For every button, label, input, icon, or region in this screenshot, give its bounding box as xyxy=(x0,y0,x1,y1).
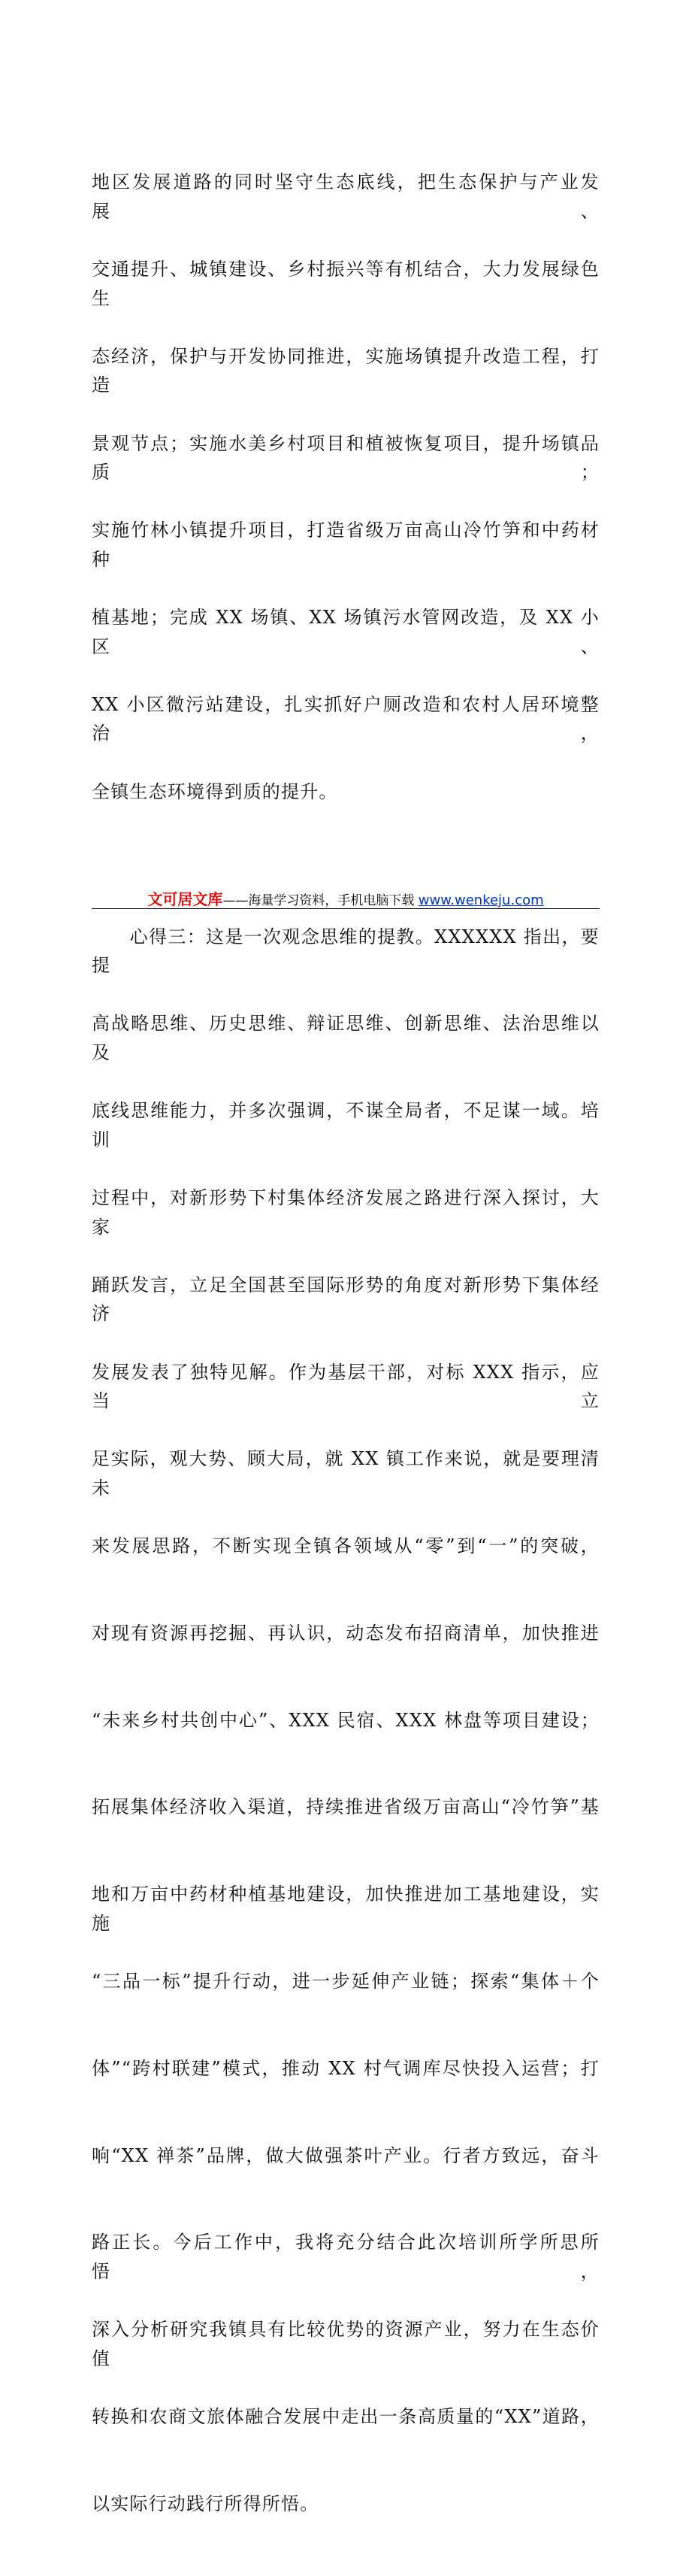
text-line: “未来乡村共创中心”、XXX 民宿、XXX 林盘等项目建设； xyxy=(92,1709,600,1731)
text-line: 高战略思维、历史思维、辩证思维、创新思维、法治思维以及 xyxy=(92,1013,600,1063)
text-line: 发展发表了独特见解。作为基层干部，对标 XXX 指示，应当立 xyxy=(92,1361,600,1412)
text-line: 交通提升、城镇建设、乡村振兴等有机结合，大力发展绿色生 xyxy=(92,258,600,309)
text-line: 转换和农商文旅体融合发展中走出一条高质量的“XX”道路， xyxy=(92,2405,600,2427)
footer-divider xyxy=(92,908,600,909)
text-line: 过程中，对新形势下村集体经济发展之路进行深入探讨，大家 xyxy=(92,1186,600,1238)
text-line: 底线思维能力，并多次强调，不谋全局者，不足谋一域。培训 xyxy=(92,1100,600,1150)
text-line: 地区发展道路的同时坚守生态底线，把生态保护与产业发展、 xyxy=(92,171,600,222)
text-line: 实施竹林小镇提升项目，打造省级万亩高山冷竹笋和中药材种 xyxy=(92,520,600,570)
text-line: 态经济，保护与开发协同推进，实施场镇提升改造工程，打造 xyxy=(92,345,600,396)
text-line: 深入分析研究我镇具有比较优势的资源产业，努力在生态价值 xyxy=(92,2319,600,2369)
text-line: 足实际，观大势、顾大局，就 XX 镇工作来说，就是要理清未 xyxy=(92,1448,600,1499)
text-line: “三品一标”提升行动，进一步延伸产业链；探索“集体＋个 xyxy=(92,1971,600,1992)
text-line: 全镇生态环境得到质的提升。 xyxy=(92,780,338,802)
text-line: 踊跃发言，立足全国甚至国际形势的角度对新形势下集体经济 xyxy=(92,1274,600,1325)
footer-banner xyxy=(92,887,600,909)
text-line: 植基地；完成 XX 场镇、XX 场镇污水管网改造，及 XX 小区、 xyxy=(92,607,600,657)
footer-url-link[interactable]: www.wenkeju.com xyxy=(418,893,544,908)
paragraph-2 xyxy=(92,864,600,2576)
text-line: 心得三：这是一次观念思维的提教。XXXXXX 指出，要提 xyxy=(92,926,600,977)
footer-brand: 文可居文库 xyxy=(147,890,223,908)
text-line: 响“XX 禅茶”品牌，做大做强茶叶产业。行者方致远，奋斗 xyxy=(92,2144,600,2166)
text-line: 路正长。今后工作中，我将充分结合此次培训所学所思所悟， xyxy=(92,2232,600,2282)
text-line: 对现有资源再挖掘、再认识，动态发布招商清单，加快推进 xyxy=(92,1622,600,1644)
text-line: 拓展集体经济收入渠道，持续推进省级万亩高山“冷竹笋”基 xyxy=(92,1796,600,1818)
text-line: 地和万亩中药材种植基地建设，加快推进加工基地建设，实施 xyxy=(92,1884,600,1934)
text-line: 体”“跨村联建”模式，推动 XX 村气调库尽快投入运营；打 xyxy=(92,2057,600,2079)
paragraph-1 xyxy=(92,110,600,864)
text-line: 来发展思路，不断实现全镇各领域从“零”到“一”的突破， xyxy=(92,1535,600,1557)
text-line: 以实际行动践行所得所悟。 xyxy=(92,2493,319,2514)
text-line: XX 小区微污站建设，扎实抓好户厕改造和农村人居环境整治， xyxy=(92,693,600,744)
document-body xyxy=(92,110,600,2576)
footer-tagline: ——海量学习资料，手机电脑下载 xyxy=(222,893,415,908)
text-line: 景观节点；实施水美乡村项目和植被恢复项目，提升场镇品质； xyxy=(92,432,600,483)
